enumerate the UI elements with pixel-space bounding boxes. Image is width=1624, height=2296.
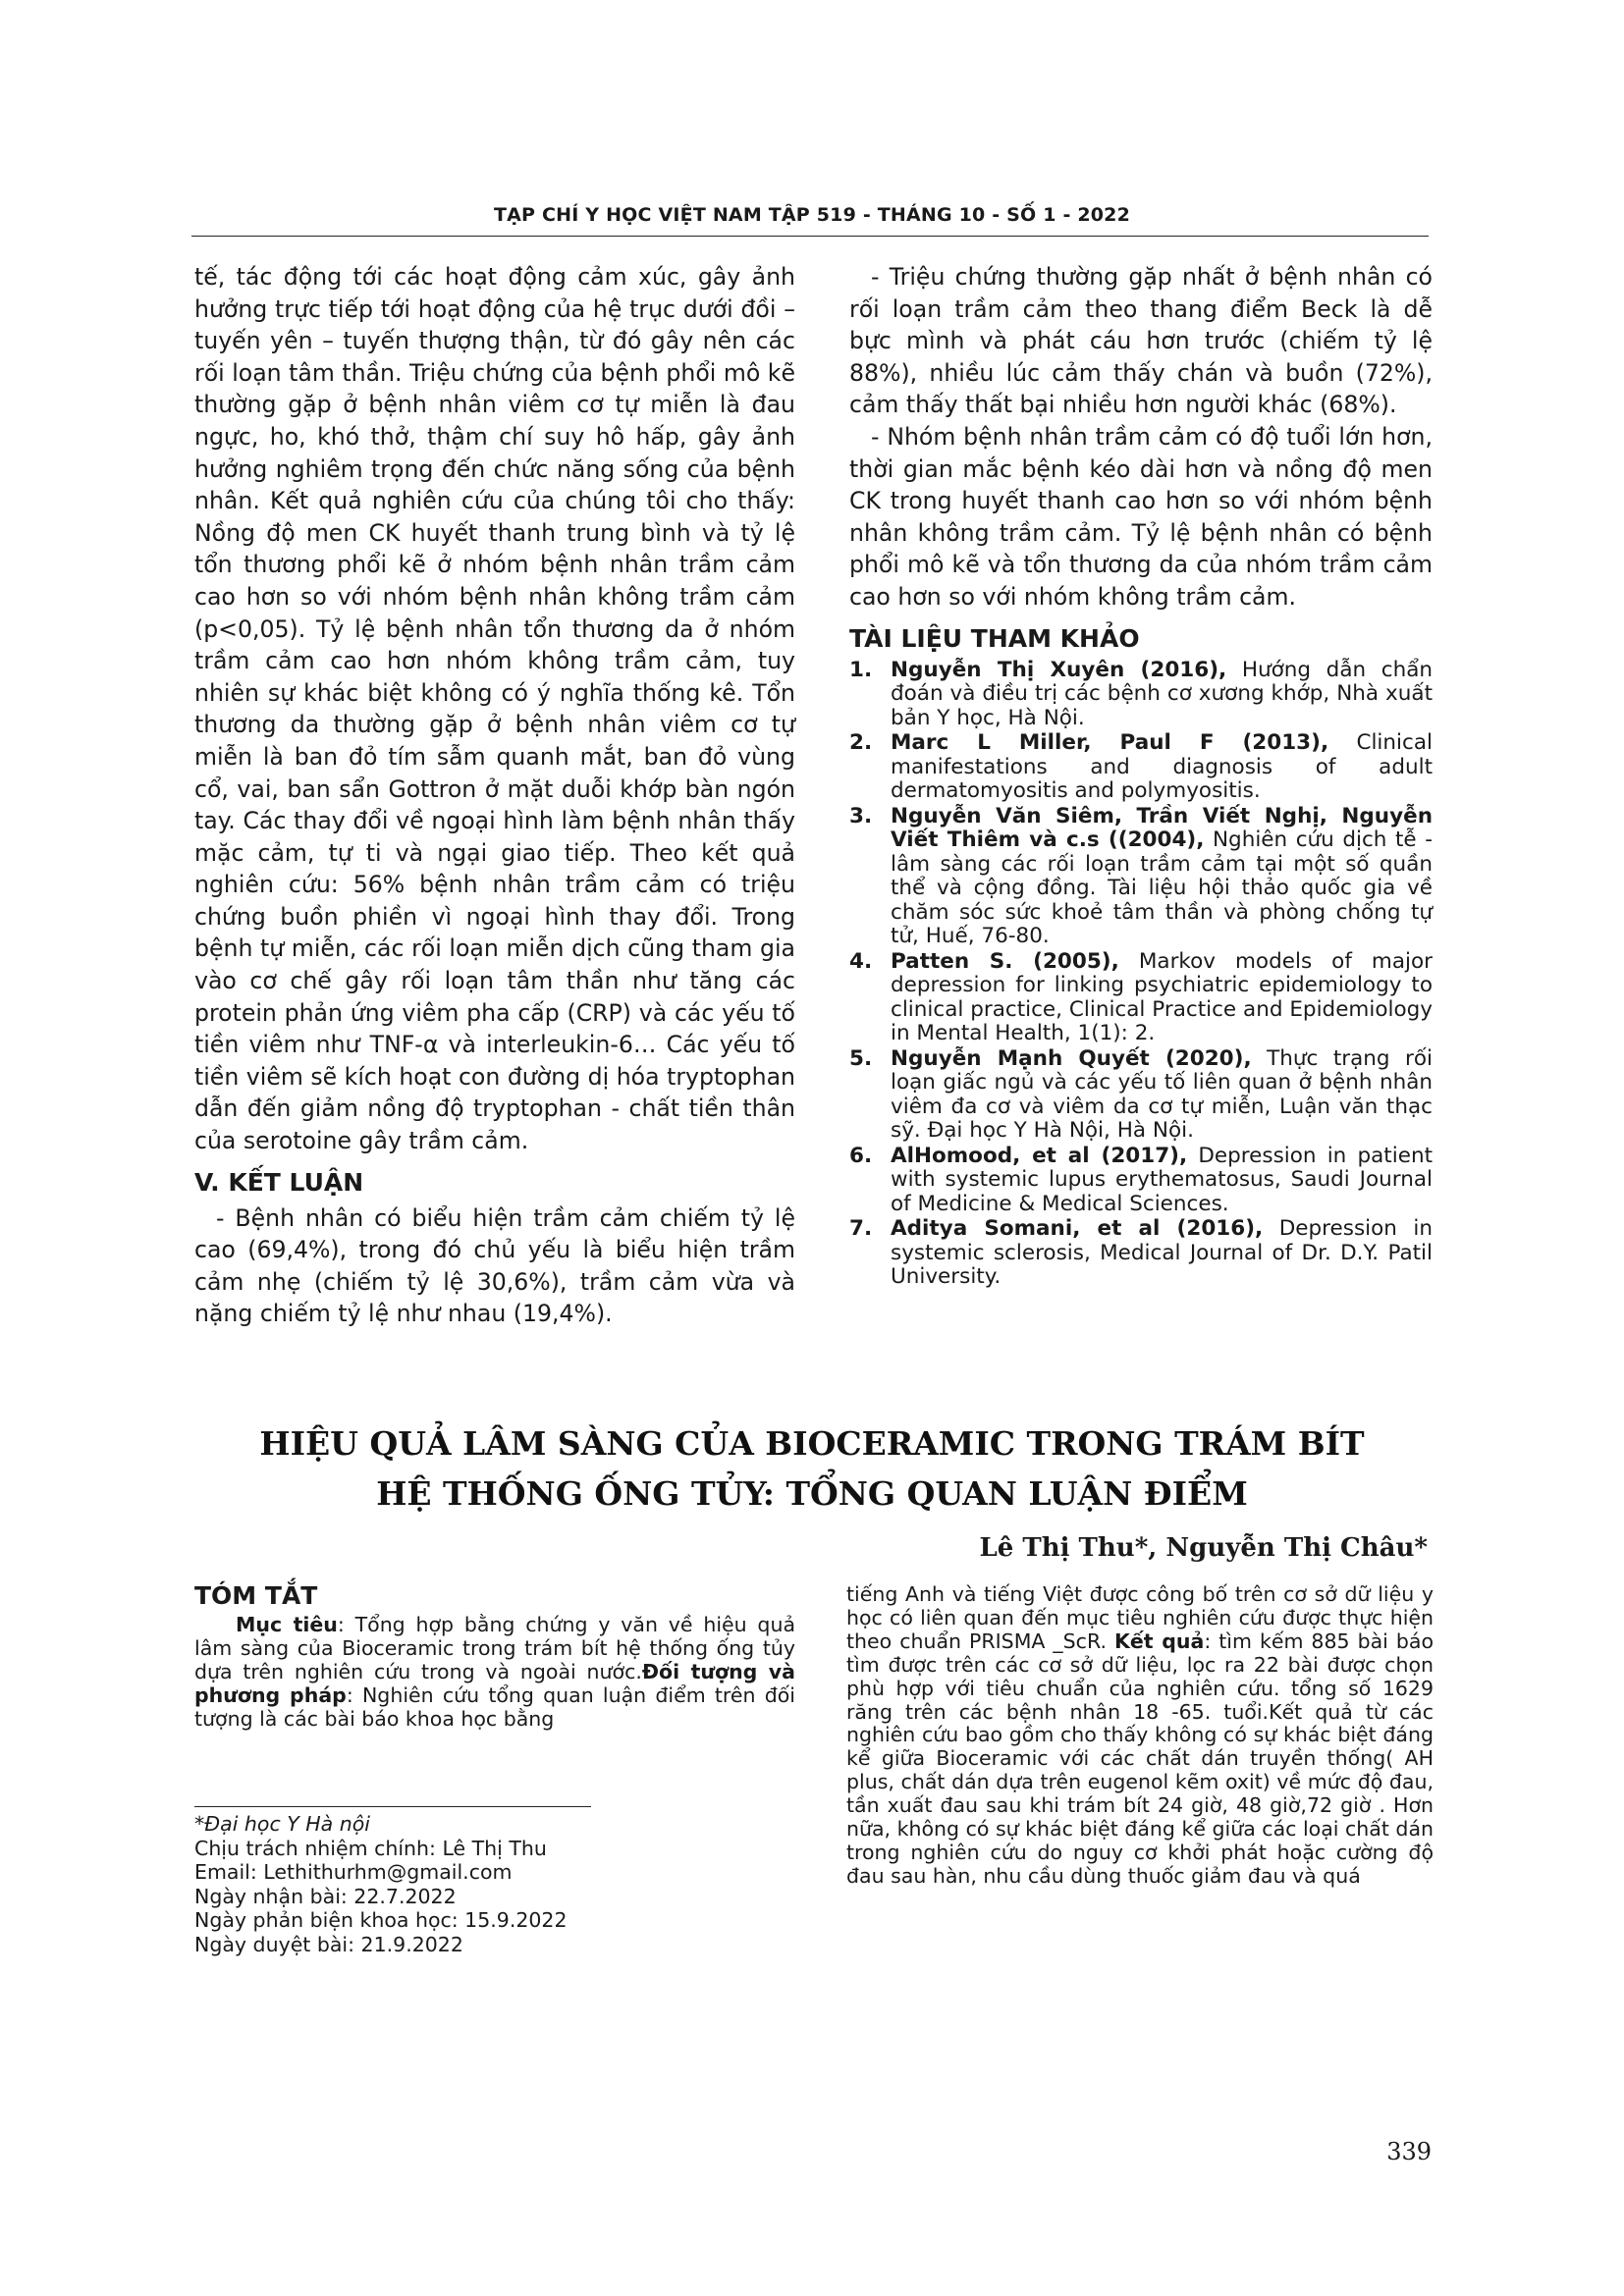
reference-item (849, 1217, 1433, 1290)
reference-authors: Marc L Miller, Paul F (2013), (891, 730, 1329, 756)
reference-item (849, 1047, 1433, 1144)
reference-text: Clinical manifestations and diagnosis of adult dermatomyositis and polymyositis. (891, 730, 1433, 804)
conclusion-point: - Nhóm bệnh nhân trầm cảm có độ tuổi lớn hơn, thời gian mắc bệnh kéo dài hơn và nồng độ men CK trong huyết thanh cao hơn so với nhóm bệnh nhân không trầm cảm. Tỷ lệ bệnh nhân có bệnh phổi mô kẽ và tổn thương da của nhóm trầm cảm cao hơn so với nhóm không trầm cảm. (849, 422, 1433, 611)
reference-number: 6. (849, 1143, 873, 1168)
results-label: Kết quả (1114, 1629, 1205, 1653)
footnote-affiliation: *Đại học Y Hà nội (194, 1812, 370, 1836)
reference-number: 5. (849, 1045, 873, 1071)
discussion-paragraph: tế, tác động tới các hoạt động cảm xúc, gây ảnh hưởng trực tiếp tới hoạt động của hệ trục dưới đồi – tuyến yên – tuyến thượng thận, từ đó gây nên các rối loạn tâm thần. Triệu chứng của bệnh phổi mô kẽ thường gặp ở bệnh nhân viêm cơ tự miễn là đau ngực, ho, khó thở, thậm chí suy hô hấp, gây ảnh hưởng nghiêm trọng đến chức năng sống của bệnh nhân. Kết quả nghiên cứu của chúng tôi cho thấy: Nồng độ men CK huyết thanh trung bình và tỷ lệ tổn thương phổi kẽ ở nhóm bệnh nhân trầm cảm cao hơn so với nhóm bệnh nhân không trầm cảm (p<0,05). Tỷ lệ bệnh nhân tổn thương da ở nhóm trầm cảm cao hơn nhóm không trầm cảm, tuy nhiên sự khác biệt không có ý nghĩa thống kê. Tổn thương da thường gặp ở bệnh nhân viêm cơ tự miễn là ban đỏ tím sẫm quanh mắt, ban đỏ vùng cổ, vai, ban sẩn Gottron ở mặt duỗi khớp bàn ngón tay. Các thay đổi về ngoại hình làm bệnh nhân thấy mặc cảm, tự ti và ngại giao tiếp. Theo kết quả nghiên cứu: 56% bệnh nhân trầm cảm có triệu chứng buồn phiền vì ngoại hình thay đổi. Trong bệnh tự miễn, các rối loạn miễn dịch cũng tham gia vào cơ chế gây rối loạn tâm thần như tăng các protein phản ứng viêm pha cấp (CRP) và các yếu tố tiền viêm như TNF-α và interleukin-6… Các yếu tố tiền viêm sẽ kích hoạt con đường dị hóa tryptophan dẫn đến giảm nồng độ tryptophan - chất tiền thân của serotoine gây trầm cảm. (194, 263, 795, 1155)
reference-item (849, 659, 1433, 731)
footnote-rule (194, 1806, 591, 1807)
reference-text: Markov models of major depression for linking psychiatric epidemiology to clinical practice, Clinical Practice and Epidemiology in Mental Health, 1(1): 2. (891, 948, 1434, 1046)
reference-authors: Nguyễn Thị Xuyên (2016), (891, 657, 1227, 682)
reference-text: Nghiên cứu dịch tễ - lâm sàng các rối loạn trầm cảm tại một số quần thể và cộng đồng. Tài liệu hội thảo quốc gia về chăm sóc sức khoẻ tâm thần và phòng chống tự tử, Huế, 76-80. (891, 828, 1433, 949)
footnote-accepted: Ngày duyệt bài: 21.9.2022 (194, 1932, 463, 1956)
reference-number: 2. (849, 730, 873, 756)
reference-item (849, 731, 1433, 804)
conclusion-paragraph: - Bệnh nhân có biểu hiện trầm cảm chiếm tỷ lệ cao (69,4%), trong đó chủ yếu là biểu hiện trầm cảm nhẹ (chiếm tỷ lệ 30,6%), trầm cảm vừa và nặng chiếm tỷ lệ như nhau (19,4%). (194, 1203, 795, 1328)
footnote-email: Email: Lethithurhm@gmail.com (194, 1860, 513, 1884)
reference-text: Thực trạng rối loạn giấc ngủ và các yếu tố liên quan ở bệnh nhân viêm đa cơ và viêm da cơ tự miễn, Luận văn thạc sỹ. Đại học Y Hà Nội, Hà Nội. (891, 1045, 1433, 1144)
references-heading: TÀI LIỆU THAM KHẢO (849, 623, 1140, 653)
article-authors: Lê Thị Thu*, Nguyễn Thị Châu* (979, 1533, 1428, 1563)
abstract-right (846, 1583, 1434, 1889)
reference-list (849, 659, 1433, 1290)
reference-item (849, 1145, 1433, 1217)
reference-authors: Nguyễn Văn Siêm, Trần Viết Nghị, Nguyễn Viết Thiêm và c.s ((2004), (891, 803, 1433, 853)
reference-item (849, 950, 1433, 1046)
conclusion-heading: V. KẾT LUẬN (194, 1167, 364, 1197)
reference-number: 4. (849, 948, 873, 974)
footnote-received: Ngày nhận bài: 22.7.2022 (194, 1884, 457, 1908)
reference-number: 1. (849, 657, 873, 682)
results-text: : tìm kếm 885 bài báo tìm được trên các cơ sở dữ liệu, lọc ra 22 bài được chọn phù hợp với tiêu chuẩn của nghiên cứu. tổng số 1629 răng trên các bệnh nhân 18 -65. tuổi.Kết quả từ các nghiên cứu bao gồm cho thấy không có sự khác biệt đáng kể giữa Bioceramic với các chất dán truyền thống( AH plus, chất dán dựa trên eugenol kẽm oxit) về mức độ đau, tần xuất đau sau khi trám bít 24 giờ, 48 giờ,72 giờ . Hơn nữa, không có sự khác biệt đáng kể giữa các loại chất dán trong nghiên cứu do nguy cơ khởi phát hoặc cường độ đau sau hàn, nhu cầu dùng thuốc giảm đau và quá (846, 1629, 1434, 1888)
article-title-line-1: HIỆU QUẢ LÂM SÀNG CỦA BIOCERAMIC TRONG TRÁM BÍT (259, 1424, 1365, 1463)
methods-label: Đối tượng và phương pháp (194, 1659, 795, 1707)
reference-text: Depression in systemic sclerosis, Medical Journal of Dr. D.Y. Patil University. (891, 1216, 1434, 1290)
footnote (194, 1812, 744, 1956)
reference-item (849, 805, 1433, 949)
right-column (849, 261, 1433, 1291)
reference-text: Depression in patient with systemic lupus erythematosus, Saudi Journal of Medicine & Medical Sciences. (891, 1143, 1433, 1216)
journal-header: TẠP CHÍ Y HỌC VIỆT NAM TẬP 519 - THÁNG 10 - SỐ 1 - 2022 (493, 204, 1131, 226)
conclusion-point: - Triệu chứng thường gặp nhất ở bệnh nhân có rối loạn trầm cảm theo thang điểm Beck là dễ bực mình và phát cáu hơn trước (chiếm tỷ lệ 88%), nhiều lúc cảm thấy chán và buồn (72%), cảm thấy thất bại nhiều hơn người khác (68%). (849, 263, 1433, 419)
abstract-paragraph (194, 1614, 795, 1732)
article-title (0, 1418, 1624, 1519)
reference-text: Hướng dẫn chẩn đoán và điều trị các bệnh cơ xương khớp, Nhà xuất bản Y học, Hà Nội. (891, 657, 1433, 730)
article-title-line-2: HỆ THỐNG ỐNG TỦY: TỔNG QUAN LUẬN ĐIỂM (376, 1474, 1248, 1513)
abstract-heading: TÓM TẮT (194, 1581, 318, 1610)
left-column (194, 261, 795, 1330)
reference-number: 3. (849, 803, 873, 828)
reference-number: 7. (849, 1216, 873, 1242)
objective-label: Mục tiêu (236, 1613, 338, 1636)
reference-authors: Patten S. (2005), (891, 948, 1119, 974)
header-rule (191, 236, 1429, 237)
objective-text: : Tổng hợp bằng chứng y văn về hiệu quả lâm sàng của Bioceramic trong trám bít hệ thống ống tủy dựa trên nghiên cứu trong và ngoài nước. (194, 1613, 796, 1683)
footnote-responsible: Chịu trách nhiệm chính: Lê Thị Thu (194, 1836, 547, 1860)
methods-text: : Nghiên cứu tổng quan luận điểm trên đối tượng là các bài báo khoa học bằng (194, 1682, 795, 1731)
footnote-reviewed: Ngày phản biện khoa học: 15.9.2022 (194, 1908, 568, 1932)
reference-authors: Nguyễn Mạnh Quyết (2020), (891, 1045, 1252, 1071)
reference-authors: AlHomood, et al (2017), (891, 1143, 1188, 1168)
reference-authors: Aditya Somani, et al (2016), (891, 1216, 1264, 1242)
methods-continued: tiếng Anh và tiếng Việt được công bố trên cơ sở dữ liệu y học có liên quan đến mục tiêu nghiên cứu được thực hiện theo chuẩn PRISMA _ScR. (846, 1582, 1434, 1653)
abstract-continued (846, 1583, 1434, 1889)
page-number: 339 (1386, 2138, 1432, 2165)
abstract-left (194, 1580, 795, 1732)
